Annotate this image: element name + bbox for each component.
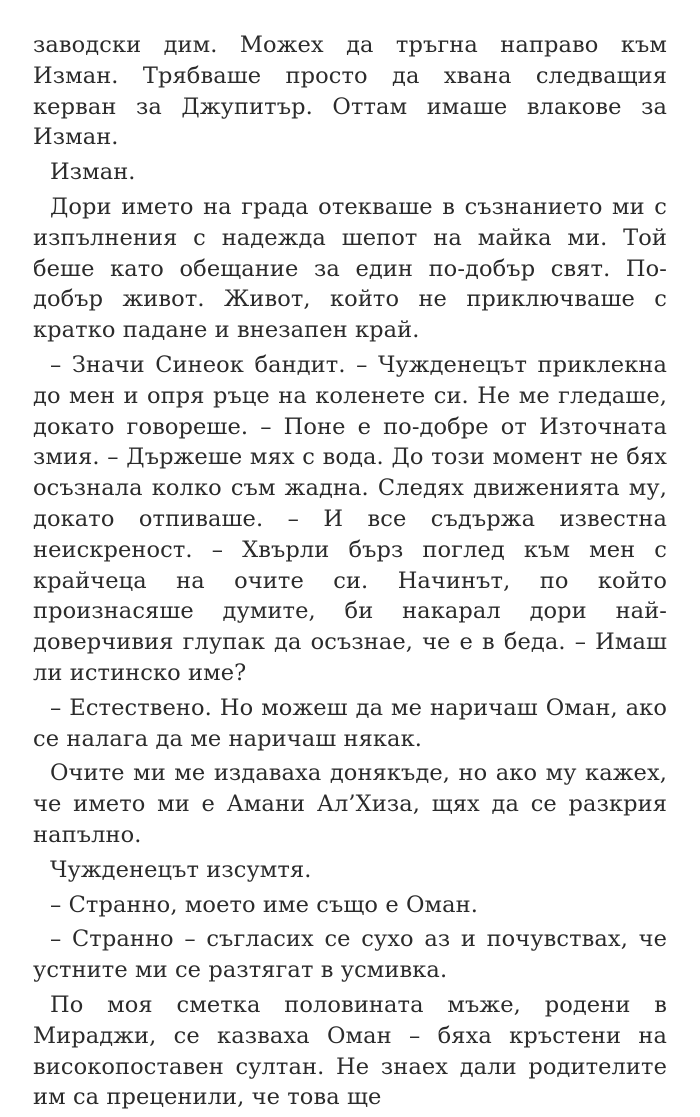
paragraph-4: – Значи Синеок бандит. – Чужденецът приклекна до мен и опря ръце на коленете си. Не ме гледаше, докато говореше. – Поне е по-добре от Източната змия. – Държеше мях с вода. До този момент не бях осъзнала колко съм жадна. Следях движенията му, докато отпиваше. – И все съдържа известна неискреност. – Хвърли бърз поглед към мен с крайчеца на очите си. Начинът, по който произнасяше думите, би накарал дори най-доверчивия глупак да осъзнае, че е в беда. – Имаш ли истинско име? xyxy=(33,351,667,686)
paragraph-10: По моя сметка половината мъже, родени в Мираджи, се казваха Оман – бяха кръстени на високопоставен султан. Не знаех дали родителите им са преценили, че това ще xyxy=(33,991,667,1111)
paragraph-6: Очите ми ме издаваха донякъде, но ако му кажех, че името ми е Амани Ал’Хиза, щях да се разкрия напълно. xyxy=(33,760,667,848)
paragraph-7: Чужденецът изсумтя. xyxy=(50,856,312,883)
book-page xyxy=(33,30,667,1117)
paragraph-1: заводски дим. Можех да тръгна направо към Изман. Трябваше просто да хвана следващия керван за Джупитър. Оттам имаше влакове за Изман. xyxy=(33,32,667,151)
paragraph-8: – Странно, моето име също е Оман. xyxy=(50,891,479,918)
paragraph-5: – Естествено. Но можеш да ме наричаш Оман, ако се налага да ме наричаш някак. xyxy=(33,694,667,752)
paragraph-2: Изман. xyxy=(50,159,136,186)
paragraph-3: Дори името на града отекваше в съзнанието ми с изпълнения с надежда шепот на майка ми. Той беше като обещание за един по-добър свят. По-добър живот. Живот, който не приключваше с кратко падане и внезапен край. xyxy=(33,193,667,344)
paragraph-9: – Странно – съгласих се сухо аз и почувствах, че устните ми се разтягат в усмивка. xyxy=(33,926,667,984)
